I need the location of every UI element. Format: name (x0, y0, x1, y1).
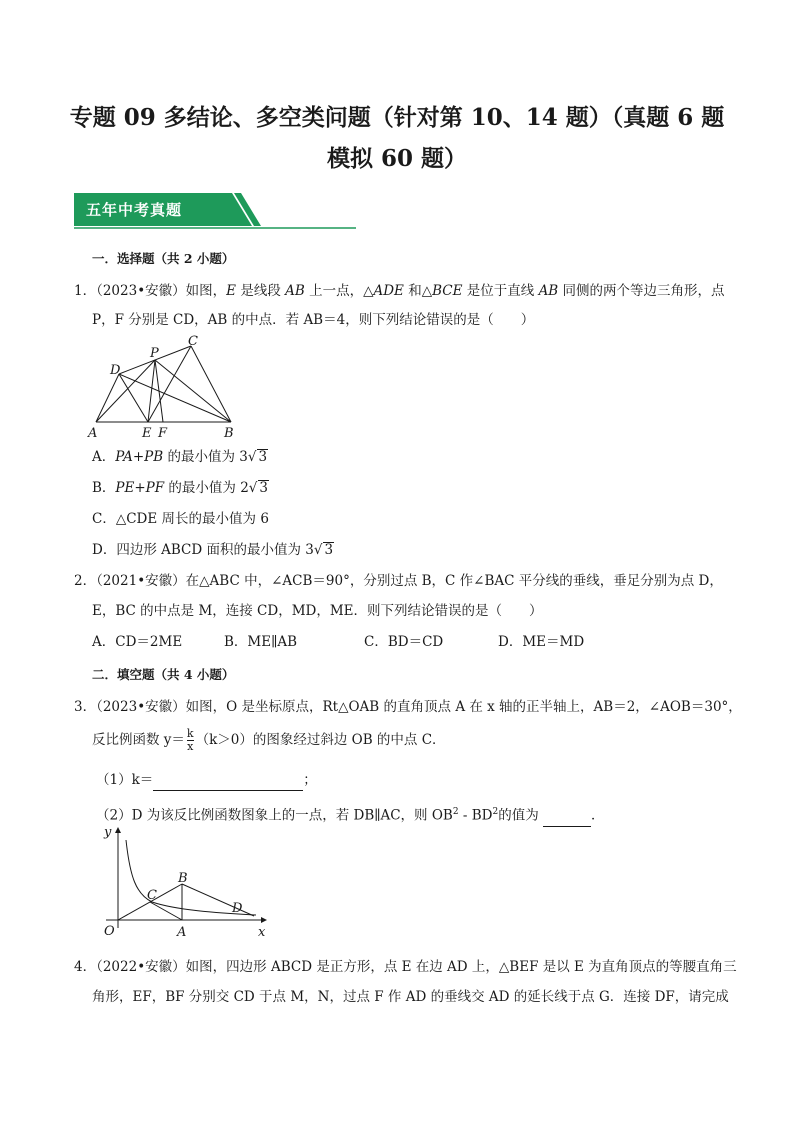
option-text: 的最小值为 2 (164, 480, 249, 496)
banner-label: 五年中考真题 (86, 201, 183, 219)
q3-fig-label-b: B (178, 871, 188, 886)
page-title-line2: 模拟 60 题） (326, 145, 468, 172)
q1-line2: P，F 分别是 CD，AB 的中点．若 AB＝4，则下列结论错误的是（ ） (92, 312, 535, 328)
option-text: PA+PB (115, 449, 164, 465)
q1-option-d[interactable]: D．四边形 ABCD 面积的最小值为 3√ 3 (92, 542, 334, 558)
q1-text: 如图， (185, 283, 227, 299)
q3-text: （2）D 为该反比例函数图象上的一点，若 DB∥AC，则 OB (96, 807, 453, 824)
section-heading-fill: 二．填空题（共 4 小题） (92, 667, 235, 682)
q2-option-b[interactable]: B．ME∥AB (224, 634, 298, 650)
option-letter: A． (92, 449, 116, 465)
option-letter: D． (92, 542, 117, 558)
q3-figure (96, 822, 276, 942)
answer-blank-1[interactable] (153, 770, 303, 791)
superscript: 2 (492, 807, 499, 817)
q1-fig-label-e: E (142, 426, 152, 441)
q2-option-a[interactable]: A．CD＝2ME (92, 634, 183, 650)
q1-text: 是线段 (236, 283, 286, 299)
q3-fig-label-x: x (258, 925, 266, 940)
option-letter: C． (92, 511, 116, 527)
q3-text: ； (303, 772, 317, 788)
q3-text: （k＞0）的图象经过斜边 OB 的中点 C． (195, 732, 446, 748)
answer-blank-2[interactable] (543, 806, 591, 827)
sqrt-radicand: 3 (259, 480, 268, 496)
q1-fig-label-c: C (188, 334, 198, 349)
q1-fig-label-a: A (88, 426, 98, 441)
q3-line1 (74, 697, 742, 717)
q3-text: （1）k＝ (96, 772, 154, 788)
page-title-line1: 专题 09 多结论、多空类问题（针对第 10、14 题）（真题 6 题 (69, 104, 725, 131)
q3-text: 反比例函数 y＝ (92, 732, 185, 748)
q1-fig-label-d: D (110, 363, 121, 378)
q1-line1 (74, 281, 725, 301)
q1-option-c[interactable] (92, 509, 269, 529)
q2-option-c[interactable]: C．BD＝CD (364, 634, 444, 650)
q3-text: 的值为 (498, 807, 543, 824)
q1-fig-label-f: F (158, 426, 168, 441)
q1-text: ADE (373, 283, 404, 299)
q3-fig-label-c: C (147, 888, 157, 903)
q3-fig-label-o: O (104, 924, 115, 939)
q3-fig-label-y: y (104, 825, 112, 840)
q4-number: 4． (74, 959, 97, 975)
q3-text: ． (591, 807, 605, 824)
q3-number: 3． (74, 699, 97, 715)
sqrt-radicand: 3 (324, 542, 334, 558)
q1-text: 是位于直线 (462, 283, 539, 299)
section-heading-choice: 一．选择题（共 2 小题） (92, 251, 235, 266)
q1-text: 同侧的两个等边三角形，点 (558, 283, 725, 299)
q4-line1 (74, 957, 737, 977)
q3-line2 (92, 728, 446, 753)
q4-text: （2022•安徽）如图，四边形 ABCD 是正方形，点 E 在边 AD 上，△BEF 是以 E 为直角顶点的等腰直角三 (96, 959, 737, 975)
option-text: 四边形 ABCD 面积的最小值为 3 (116, 542, 314, 558)
q1-text: 上一点，△ (304, 283, 374, 299)
q3-text: - BD (458, 807, 493, 824)
fraction-denominator: x (187, 740, 194, 753)
q2-line1 (74, 571, 723, 591)
fraction-numerator: k (186, 727, 194, 740)
q3-sub1 (96, 770, 317, 791)
q1-text: AB (285, 283, 305, 299)
q3-fig-label-a: A (177, 925, 187, 940)
q1-fig-label-b: B (224, 426, 234, 441)
q1-source: （2023•安徽） (96, 283, 186, 299)
q1-figure (86, 334, 246, 442)
q1-text: 和△ (403, 283, 433, 299)
q4-line2: 角形，EF，BF 分别交 CD 于点 M，N，过点 F 作 AD 的垂线交 AD 的延长线于点 G．连接 DF，请完成 (92, 989, 729, 1005)
q2-text: （2021•安徽）在△ABC 中，∠ACB＝90°，分别过点 B，C 作∠BAC 平分线的垂线，垂足分别为点 D， (96, 573, 723, 589)
q3-fig-label-d: D (232, 901, 243, 916)
q1-text: E (226, 283, 237, 299)
q3-text: （2023•安徽）如图，O 是坐标原点，Rt△OAB 的直角顶点 A 在 x 轴的正半轴上，AB＝2，∠AOB＝30°， (96, 699, 742, 715)
q1-text: AB (538, 283, 559, 299)
option-text: 的最小值为 3 (163, 449, 248, 465)
q1-option-b[interactable]: B．PE+PF 的最小值为 2√ 3 (92, 480, 268, 496)
q2-option-d[interactable]: D．ME＝MD (498, 634, 585, 650)
superscript: 2 (452, 807, 459, 817)
option-text: △CDE 周长的最小值为 6 (115, 511, 269, 527)
option-letter: B． (92, 480, 116, 496)
q1-number: 1． (74, 283, 97, 299)
option-text: PE+PF (115, 480, 165, 496)
q2-line2: E，BC 的中点是 M，连接 CD，MD，ME．则下列结论错误的是（ ） (92, 603, 543, 619)
q1-text: BCE (432, 283, 463, 299)
sqrt-radicand: 3 (258, 449, 268, 465)
q2-number: 2． (74, 573, 97, 589)
fraction (187, 728, 194, 753)
q1-fig-label-p: P (150, 346, 159, 361)
q1-option-a[interactable]: A．PA+PB 的最小值为 3√ 3 (92, 449, 268, 465)
